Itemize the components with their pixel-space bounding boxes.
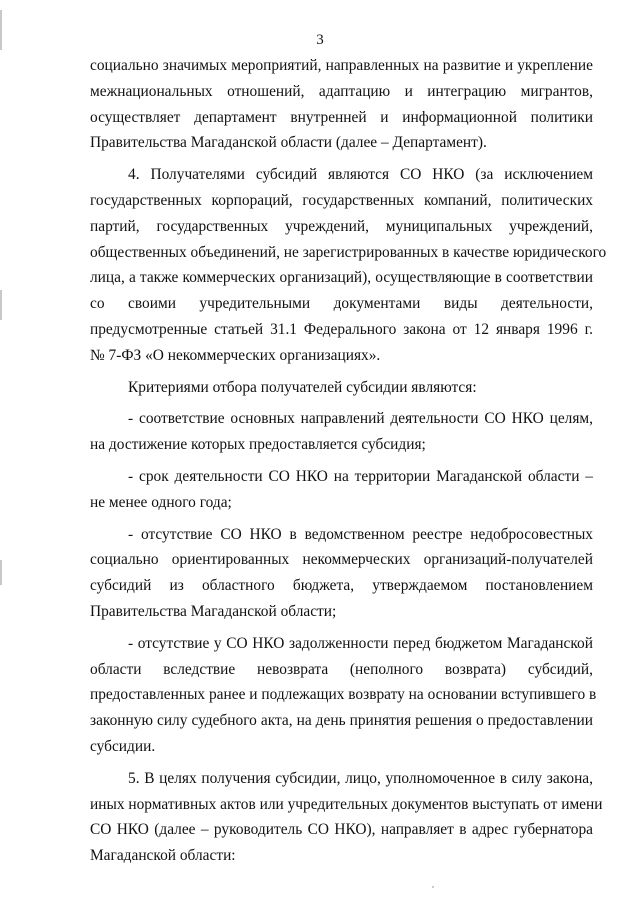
- text-line: социально ориентированных некоммерческих организаций-получателей: [90, 551, 593, 569]
- page-number: 3: [316, 32, 324, 48]
- text-line: - отсутствие СО НКО в ведомственном реестре недобросовестных: [128, 525, 593, 543]
- text-line: - срок деятельности СО НКО на территории Магаданской области –: [128, 467, 593, 485]
- text-line: со своими учредительными документами виды деятельности,: [90, 295, 593, 313]
- criteria-item: [90, 522, 593, 625]
- text-line: иных нормативных актов или учредительных документов выступать от имени: [90, 795, 603, 813]
- paragraph: [90, 162, 607, 368]
- criteria-item: [90, 406, 593, 458]
- text-line: Правительства Магаданской области (далее – Департамент).: [90, 134, 487, 152]
- text-line: субсидий из областного бюджета, утверждаемом постановлением: [90, 577, 593, 595]
- document-body: [90, 53, 607, 869]
- paragraph: [90, 53, 593, 156]
- text-line: № 7-ФЗ «О некоммерческих организациях».: [90, 346, 381, 364]
- text-line: предоставленных ранее и подлежащих возврату на основании вступившего в: [90, 686, 597, 704]
- paragraph: [90, 766, 603, 869]
- text-line: Магаданской области:: [90, 847, 236, 865]
- text-line: Правительства Магаданской области;: [90, 602, 337, 620]
- criteria-item: [90, 631, 597, 760]
- text-line: предусмотренные статьей 31.1 Федерального закона от 12 января 1996 г.: [90, 320, 593, 338]
- text-line: общественных объединений, не зарегистрированных в качестве юридического: [90, 243, 607, 261]
- text-line: СО НКО (далее – руководитель СО НКО), направляет в адрес губернатора: [90, 821, 593, 839]
- text-line: - отсутствие у СО НКО задолженности перед бюджетом Магаданской: [128, 634, 593, 652]
- text-line: государственных корпораций, государственных компаний, политических: [90, 191, 593, 209]
- text-line: партий, государственных учреждений, муниципальных учреждений,: [90, 217, 593, 235]
- text-line: 5. В целях получения субсидии, лицо, уполномоченное в силу закона,: [128, 769, 593, 787]
- text-line: законную силу судебного акта, на день принятия решения о предоставлении: [90, 712, 593, 730]
- scan-edge-mark: [0, 560, 2, 585]
- scan-edge-mark: [0, 290, 2, 320]
- text-line: Критериями отбора получателей субсидии являются:: [128, 378, 477, 396]
- criteria-item: [90, 464, 593, 516]
- paragraph: [90, 375, 593, 401]
- scan-speck: [432, 886, 434, 888]
- text-line: - соответствие основных направлений деятельности СО НКО целям,: [128, 410, 593, 428]
- text-line: осуществляет департамент внутренней и информационной политики: [90, 108, 593, 126]
- text-line: лица, а также коммерческих организаций), осуществляющие в соответствии: [90, 269, 593, 287]
- text-line: социально значимых мероприятий, направленных на развитие и укрепление: [90, 57, 593, 74]
- text-line: 4. Получателями субсидий являются СО НКО (за исключением: [128, 166, 593, 184]
- text-line: на достижение которых предоставляется субсидия;: [90, 436, 426, 454]
- text-line: субсидии.: [90, 737, 156, 755]
- text-line: межнациональных отношений, адаптацию и интеграцию мигрантов,: [90, 82, 593, 100]
- text-line: области вследствие невозврата (неполного возврата) субсидий,: [90, 660, 593, 678]
- text-line: не менее одного года;: [90, 493, 232, 511]
